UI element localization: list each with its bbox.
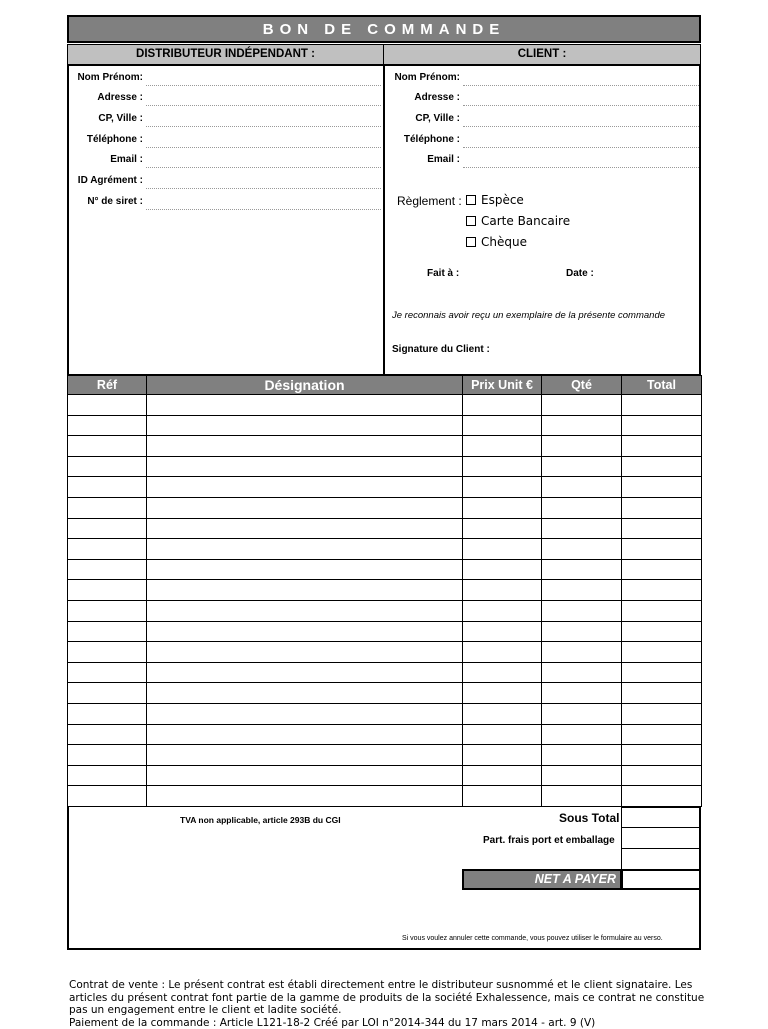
table-cell[interactable] [463,415,542,436]
column-header-total: Total [622,376,702,395]
table-cell[interactable] [68,745,147,766]
table-cell[interactable] [147,497,463,518]
table-cell[interactable] [68,436,147,457]
table-cell[interactable] [147,765,463,786]
table-row [68,745,702,766]
table-cell[interactable] [147,621,463,642]
payment-option-cheque[interactable] [466,235,527,249]
table-cell[interactable] [147,662,463,683]
table-cell[interactable] [622,786,702,807]
table-cell[interactable] [463,477,542,498]
table-cell[interactable] [147,559,463,580]
distributor-phone-label: Téléphone : [3,134,143,146]
form-title: BON DE COMMANDE [67,15,701,43]
table-header-row [68,376,702,395]
table-cell[interactable] [542,724,622,745]
payment-option-label: Chèque [481,235,527,249]
frais-field[interactable] [621,827,701,849]
distributor-id-field[interactable] [146,172,381,189]
table-row [68,703,702,724]
table-cell[interactable] [147,477,463,498]
payment-option-label: Carte Bancaire [481,214,570,228]
table-cell[interactable] [542,600,622,621]
table-cell[interactable] [68,497,147,518]
distributor-address-label: Adresse : [3,92,143,104]
table-cell[interactable] [68,477,147,498]
table-cell[interactable] [68,662,147,683]
table-cell[interactable] [622,745,702,766]
frais-label: Part. frais port et emballage [483,835,615,846]
table-cell[interactable] [463,642,542,663]
client-name-field[interactable] [463,69,699,86]
table-cell[interactable] [68,395,147,416]
table-cell[interactable] [463,436,542,457]
table-cell[interactable] [622,497,702,518]
footer-payment-text: Paiement de la commande : Article L121-18-2 Créé par LOI n°2014-344 du 17 mars 2014 - art. 9 (V) [69,1017,709,1029]
distributor-heading: DISTRIBUTEUR INDÉPENDANT : [67,44,384,65]
table-cell[interactable] [147,395,463,416]
table-cell[interactable] [542,765,622,786]
table-row [68,518,702,539]
table-cell[interactable] [68,539,147,560]
table-cell[interactable] [147,703,463,724]
table-cell[interactable] [622,518,702,539]
checkbox-icon [466,216,476,226]
table-cell[interactable] [68,786,147,807]
table-cell[interactable] [463,621,542,642]
payment-label: Règlement : [397,194,462,208]
table-cell[interactable] [622,621,702,642]
table-cell[interactable] [68,642,147,663]
table-cell[interactable] [463,580,542,601]
table-cell[interactable] [463,662,542,683]
table-cell[interactable] [622,765,702,786]
table-cell[interactable] [542,395,622,416]
table-cell[interactable] [463,765,542,786]
date-label: Date : [566,268,594,279]
table-row [68,559,702,580]
table-row [68,786,702,807]
client-email-field[interactable] [463,151,699,168]
signature-label: Signature du Client : [392,344,490,355]
table-row [68,724,702,745]
column-header-qty: Qté [542,376,622,395]
table-cell[interactable] [463,703,542,724]
table-cell[interactable] [68,683,147,704]
table-cell[interactable] [147,642,463,663]
table-cell[interactable] [68,600,147,621]
table-cell[interactable] [542,539,622,560]
table-row [68,642,702,663]
table-cell[interactable] [542,518,622,539]
table-cell[interactable] [622,395,702,416]
table-cell[interactable] [147,724,463,745]
table-cell[interactable] [542,621,622,642]
column-header-unit-price: Prix Unit € [463,376,542,395]
checkbox-icon [466,237,476,247]
table-cell[interactable] [147,415,463,436]
client-phone-label: Téléphone : [320,134,460,146]
table-cell[interactable] [542,683,622,704]
table-row [68,621,702,642]
client-address-label: Adresse : [320,92,460,104]
table-cell[interactable] [68,559,147,580]
checkbox-icon [466,195,476,205]
tva-note: TVA non applicable, article 293B du CGI [180,815,341,825]
table-cell[interactable] [68,580,147,601]
distributor-email-label: Email : [3,154,143,166]
table-row [68,580,702,601]
net-a-payer-field[interactable] [621,869,701,890]
sous-total-field[interactable] [621,807,701,828]
table-cell[interactable] [542,456,622,477]
table-cell[interactable] [622,456,702,477]
table-cell[interactable] [68,456,147,477]
table-cell[interactable] [147,580,463,601]
client-address-field[interactable] [463,89,699,106]
table-row [68,456,702,477]
table-cell[interactable] [542,745,622,766]
payment-option-cash[interactable] [466,193,524,207]
table-cell[interactable] [68,765,147,786]
table-cell[interactable] [542,415,622,436]
table-cell[interactable] [622,580,702,601]
table-cell[interactable] [147,539,463,560]
fait-a-label: Fait à : [427,268,459,279]
table-cell[interactable] [147,683,463,704]
items-table [67,375,702,807]
table-cell[interactable] [622,415,702,436]
column-header-designation: Désignation [147,376,463,395]
table-cell[interactable] [463,724,542,745]
client-city-label: CP, Ville : [320,113,460,125]
table-cell[interactable] [542,642,622,663]
table-cell[interactable] [463,497,542,518]
table-cell[interactable] [622,703,702,724]
sous-total-label: Sous Total [559,811,619,825]
extra-field[interactable] [621,848,701,870]
client-email-label: Email : [320,154,460,166]
net-a-payer-label: NET A PAYER [462,869,622,890]
table-cell[interactable] [147,786,463,807]
table-cell[interactable] [622,662,702,683]
distributor-siret-label: N° de siret : [3,196,143,208]
table-cell[interactable] [622,600,702,621]
table-cell[interactable] [622,559,702,580]
distributor-id-label: ID Agrément : [3,175,143,187]
table-cell[interactable] [542,703,622,724]
table-cell[interactable] [542,559,622,580]
table-cell[interactable] [68,518,147,539]
table-cell[interactable] [622,477,702,498]
table-cell[interactable] [147,745,463,766]
table-cell[interactable] [622,436,702,457]
table-row [68,436,702,457]
client-heading: CLIENT : [383,44,701,65]
table-cell[interactable] [147,456,463,477]
table-row [68,395,702,416]
table-cell[interactable] [463,683,542,704]
payment-option-label: Espèce [481,193,524,207]
table-row [68,765,702,786]
table-cell[interactable] [463,559,542,580]
payment-option-card[interactable] [466,214,570,228]
table-cell[interactable] [463,395,542,416]
table-row [68,683,702,704]
table-cell[interactable] [68,724,147,745]
footer-terms [69,979,709,1029]
table-cell[interactable] [622,642,702,663]
table-cell[interactable] [463,786,542,807]
table-cell[interactable] [463,745,542,766]
table-cell[interactable] [463,518,542,539]
table-cell[interactable] [622,539,702,560]
table-row [68,497,702,518]
table-row [68,477,702,498]
table-cell[interactable] [542,497,622,518]
table-cell[interactable] [68,415,147,436]
distributor-city-label: CP, Ville : [3,113,143,125]
distributor-siret-field[interactable] [146,193,381,210]
cancel-note: Si vous voulez annuler cette commande, vous pouvez utiliser le formulaire au verso. [402,935,663,942]
table-row [68,539,702,560]
table-cell[interactable] [147,518,463,539]
table-row [68,600,702,621]
table-cell[interactable] [622,724,702,745]
distributor-name-label: Nom Prénom: [3,72,143,84]
table-cell[interactable] [463,600,542,621]
acknowledgement-text: Je reconnais avoir reçu un exemplaire de la présente commande [392,310,665,321]
table-cell[interactable] [463,456,542,477]
column-header-ref: Réf [68,376,147,395]
client-name-label: Nom Prénom: [320,72,460,84]
client-city-field[interactable] [463,110,699,127]
table-cell[interactable] [542,662,622,683]
table-cell[interactable] [147,600,463,621]
table-cell[interactable] [622,683,702,704]
table-cell[interactable] [147,436,463,457]
footer-contract-text: Contrat de vente : Le présent contrat est établi directement entre le distributeur susnommé et le client signataire. Les articles du présent contrat font partie de la gamme de produits de la société Exhalessence, mais ce contrat ne constitue pas un engagement entre le client et ladite société. [69,979,709,1017]
table-cell[interactable] [68,703,147,724]
table-cell[interactable] [542,786,622,807]
client-phone-field[interactable] [463,131,699,148]
table-cell[interactable] [542,477,622,498]
table-row [68,415,702,436]
table-cell[interactable] [542,580,622,601]
table-cell[interactable] [68,621,147,642]
table-row [68,662,702,683]
table-cell[interactable] [463,539,542,560]
table-cell[interactable] [542,436,622,457]
